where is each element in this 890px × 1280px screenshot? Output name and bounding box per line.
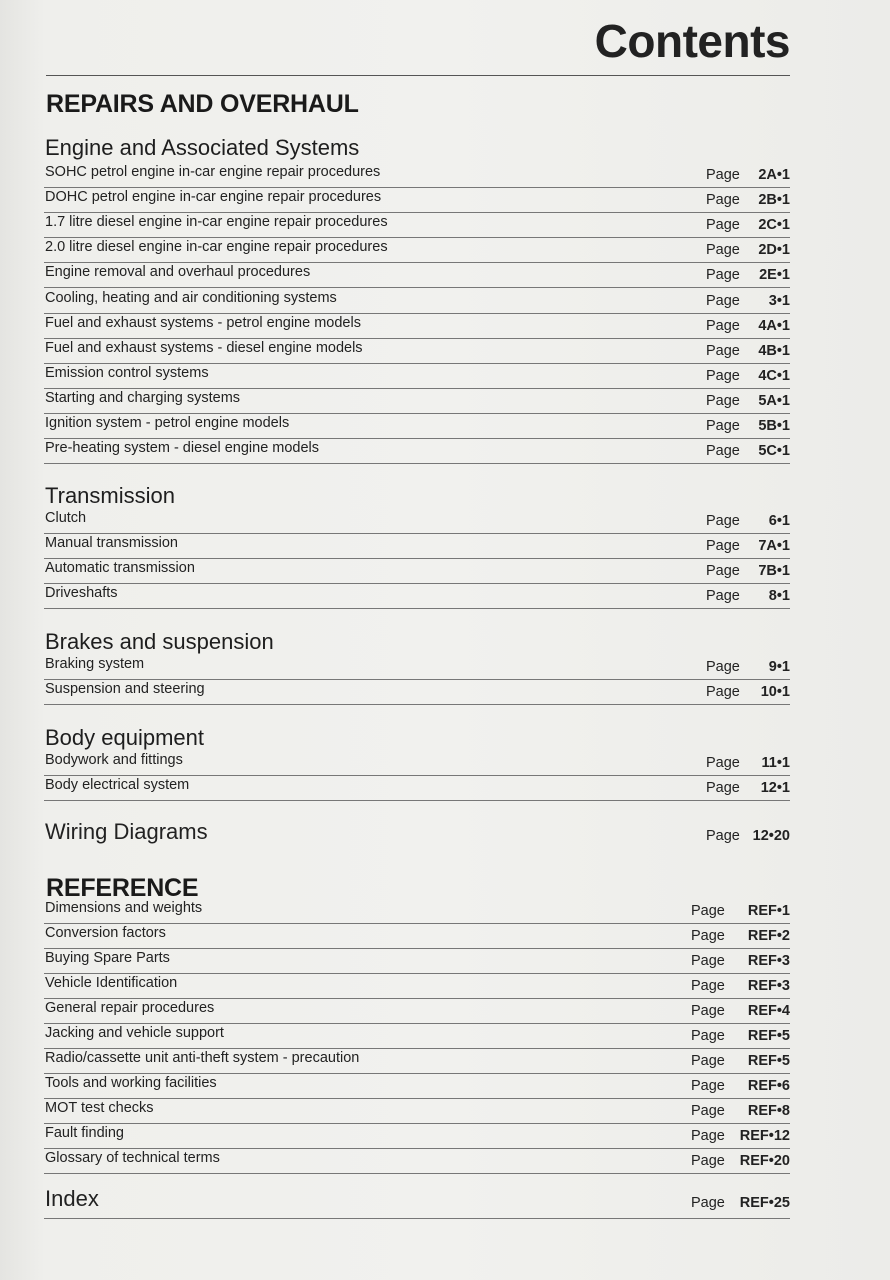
row-label: Glossary of technical terms: [45, 1150, 220, 1166]
row-page-code: 5C•1: [758, 443, 790, 460]
row-label: Engine removal and overhaul procedures: [45, 264, 311, 281]
row-page-code: REF•5: [747, 1053, 790, 1069]
row-page-code: REF•12: [739, 1128, 790, 1144]
row-page-code: 7B•1: [758, 563, 790, 579]
row-page-code: 3•1: [768, 292, 790, 309]
row-label: Fuel and exhaust systems - petrol engine models: [45, 314, 361, 331]
row-label: Clutch: [45, 510, 87, 526]
row-label: Conversion factors: [45, 925, 166, 941]
row-page-code: 5B•1: [758, 418, 790, 434]
row-page-word: Page: [706, 828, 740, 844]
row-page-code: 8•1: [768, 588, 790, 604]
row-page-code: 2C•1: [758, 217, 790, 234]
row-page-code: 10•1: [760, 684, 790, 700]
row-page-word: Page: [691, 1028, 725, 1044]
row-label: Cooling, heating and air conditioning systems: [45, 289, 337, 306]
row-label: Wiring Diagrams: [45, 819, 208, 844]
page-title: Contents: [594, 15, 790, 67]
index-row[interactable]: [44, 1186, 790, 1220]
row-page-word: Page: [706, 267, 740, 284]
toc-row[interactable]: [44, 237, 790, 263]
row-page-code: REF•3: [747, 953, 790, 969]
toc-row[interactable]: [44, 438, 790, 464]
row-page-word: Page: [706, 513, 740, 529]
repairs-heading: REPAIRS AND OVERHAUL: [46, 90, 359, 118]
toc-row[interactable]: [44, 1123, 790, 1149]
row-label: Manual transmission: [45, 535, 178, 551]
row-label: Braking system: [45, 656, 145, 672]
row-page-code: 12•1: [760, 780, 790, 796]
row-page-word: Page: [706, 167, 740, 183]
toc-row[interactable]: [44, 558, 790, 584]
row-label: Fuel and exhaust systems - diesel engine models: [45, 339, 363, 356]
row-label: Buying Spare Parts: [45, 950, 170, 966]
toc-row[interactable]: [44, 288, 790, 314]
row-label: Vehicle Identification: [45, 975, 178, 991]
row-page-code: 2B•1: [758, 192, 790, 209]
row-page-word: Page: [706, 443, 740, 460]
row-label: Body electrical system: [45, 777, 190, 793]
toc-row[interactable]: [44, 583, 790, 609]
toc-row[interactable]: [44, 162, 790, 188]
row-label: Bodywork and fittings: [45, 752, 183, 768]
toc-row[interactable]: [44, 973, 790, 999]
row-label: Emission control systems: [45, 364, 209, 381]
row-page-code: 4C•1: [758, 367, 790, 384]
row-page-code: 9•1: [768, 659, 790, 675]
toc-row[interactable]: [44, 338, 790, 364]
toc-row[interactable]: [44, 679, 790, 705]
toc-row[interactable]: [44, 533, 790, 559]
row-page-word: Page: [706, 684, 740, 700]
row-page-word: Page: [706, 418, 740, 434]
row-page-word: Page: [691, 1128, 725, 1144]
title-rule: [46, 75, 790, 76]
row-page-code: 6•1: [768, 513, 790, 529]
row-page-code: REF•5: [747, 1028, 790, 1044]
row-page-word: Page: [691, 903, 725, 919]
toc-row[interactable]: [44, 775, 790, 801]
row-page-word: Page: [691, 1195, 725, 1211]
row-page-code: 11•1: [761, 755, 790, 771]
row-label: Automatic transmission: [45, 560, 195, 576]
row-label: Radio/cassette unit anti-theft system - precaution: [45, 1050, 360, 1066]
toc-row[interactable]: [44, 388, 790, 414]
row-page-word: Page: [706, 292, 740, 309]
wiring-diagrams-row[interactable]: [44, 819, 790, 853]
row-page-code: REF•3: [747, 978, 790, 994]
row-page-word: Page: [706, 367, 740, 384]
row-page-word: Page: [706, 392, 740, 409]
row-page-word: Page: [706, 563, 740, 579]
toc-row[interactable]: [44, 262, 790, 288]
row-page-word: Page: [691, 953, 725, 969]
toc-row[interactable]: [44, 363, 790, 389]
toc-row[interactable]: [44, 1148, 790, 1174]
row-page-code: REF•25: [739, 1195, 790, 1211]
body-subheading: Body equipment: [45, 725, 204, 750]
index-rule: [44, 1218, 790, 1219]
row-page-code: 2E•1: [759, 267, 790, 284]
brakes-subheading: Brakes and suspension: [45, 629, 274, 654]
toc-row[interactable]: [44, 998, 790, 1024]
toc-row[interactable]: [44, 313, 790, 339]
toc-row[interactable]: [44, 898, 790, 924]
row-page-code: REF•8: [747, 1103, 790, 1119]
engine-subheading: Engine and Associated Systems: [45, 135, 360, 160]
toc-row[interactable]: [44, 413, 790, 439]
row-label: DOHC petrol engine in-car engine repair procedures: [45, 189, 382, 206]
toc-row[interactable]: [44, 948, 790, 974]
row-label: Pre-heating system - diesel engine models: [45, 440, 320, 457]
toc-row[interactable]: [44, 750, 790, 776]
toc-row[interactable]: [44, 923, 790, 949]
row-page-word: Page: [691, 928, 725, 944]
toc-row[interactable]: [44, 508, 790, 534]
row-page-code: 4B•1: [758, 342, 790, 359]
reference-heading: REFERENCE: [46, 874, 199, 902]
toc-row[interactable]: [44, 654, 790, 680]
row-page-code: REF•4: [747, 1003, 790, 1019]
row-label: Index: [45, 1186, 99, 1211]
row-label: General repair procedures: [45, 1000, 215, 1016]
row-label: Jacking and vehicle support: [45, 1025, 224, 1041]
row-page-code: 12•20: [752, 828, 790, 844]
row-page-word: Page: [691, 1003, 725, 1019]
row-page-word: Page: [706, 317, 740, 334]
row-page-code: 4A•1: [758, 317, 790, 334]
row-page-code: REF•2: [747, 928, 790, 944]
row-page-word: Page: [706, 342, 740, 359]
transmission-subheading: Transmission: [45, 483, 175, 508]
row-page-word: Page: [706, 538, 740, 554]
row-label: 1.7 litre diesel engine in-car engine repair procedures: [45, 214, 388, 231]
row-page-code: REF•1: [747, 903, 790, 919]
row-page-word: Page: [706, 588, 740, 604]
row-page-code: 2A•1: [758, 167, 790, 183]
row-page-word: Page: [706, 780, 740, 796]
row-page-word: Page: [691, 978, 725, 994]
row-page-word: Page: [706, 659, 740, 675]
row-page-code: 5A•1: [758, 392, 790, 409]
row-label: Fault finding: [45, 1125, 124, 1141]
toc-row[interactable]: [44, 1048, 790, 1074]
row-label: Driveshafts: [45, 585, 118, 601]
row-page-word: Page: [691, 1053, 725, 1069]
toc-row[interactable]: [44, 1098, 790, 1124]
toc-row[interactable]: [44, 212, 790, 238]
row-page-code: REF•6: [747, 1078, 790, 1094]
row-label: Dimensions and weights: [45, 900, 203, 916]
row-page-word: Page: [691, 1103, 725, 1119]
row-label: MOT test checks: [45, 1100, 154, 1116]
row-page-code: 2D•1: [758, 242, 790, 259]
row-page-word: Page: [706, 217, 740, 234]
row-page-word: Page: [706, 242, 740, 259]
row-label: SOHC petrol engine in-car engine repair procedures: [45, 164, 381, 180]
toc-row[interactable]: [44, 187, 790, 213]
row-label: Ignition system - petrol engine models: [45, 415, 290, 431]
row-label: Tools and working facilities: [45, 1075, 217, 1091]
row-label: Starting and charging systems: [45, 389, 241, 406]
row-page-code: REF•20: [739, 1153, 790, 1169]
toc-row[interactable]: [44, 1073, 790, 1099]
row-page-word: Page: [691, 1078, 725, 1094]
row-page-code: 7A•1: [758, 538, 790, 554]
row-page-word: Page: [691, 1153, 725, 1169]
row-page-word: Page: [706, 755, 740, 771]
toc-row[interactable]: [44, 1023, 790, 1049]
row-label: Suspension and steering: [45, 681, 205, 697]
row-page-word: Page: [706, 192, 740, 209]
row-label: 2.0 litre diesel engine in-car engine repair procedures: [45, 239, 388, 256]
